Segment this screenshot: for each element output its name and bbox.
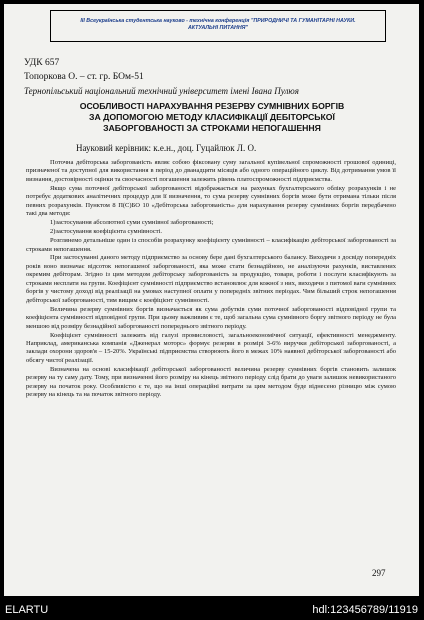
page-number: 297 — [372, 568, 386, 578]
body-paragraph: 2)застосування коефіцієнта сумнівності. — [50, 228, 163, 236]
paper-title-line: ОСОБЛИВОСТІ НАРАХУВАННЯ РЕЗЕРВУ СУМНІВНИХ БОРГІВ — [79, 101, 345, 111]
udk-code: УДК 657 — [24, 58, 60, 68]
paper-body — [26, 159, 396, 400]
document-page — [4, 4, 419, 596]
body-paragraph: При застосуванні даного методу підприємство за основу бере дані бухгалтерського балансу. Виходячи з досвіду попередніх років воно визначає відсоток непогашеної заборгованості, яка може стати безнадійною, не аналізуючи рахунків, виставлених окремим дебіторам. Згідно із цим методом дебіторську заборгованість за продукцію, товари, роботи і послуги класифікують за строками несплати на групи. Коефіцієнт сумнівності підприємство встановлює для кожної з них, виходячи з питомої ваги сумнівних боргів у чистому доході від реалізації на умовах наступної оплати у попередніх звітних періодах. Чим більший строк непогашення дебіторської заборгованості, тим вищим є коефіцієнт сумнівності. — [26, 254, 396, 304]
conference-header-line: АКТУАЛЬНІ ПИТАННЯ" — [187, 25, 249, 31]
body-paragraph: 1)застосування абсолютної суми сумнівної заборгованості; — [50, 219, 214, 227]
body-paragraph: Величина резерву сумнівних боргів визначається як сума добутків суми поточної заборгованості відповідної групи та коефіцієнта сумнівності відповідної групи. При цьому важливим є те, щоб загальна сума сумнівного боргу звітного періоду не була меншою від розміру безнадійної заборгованості попереднього звітного періоду. — [26, 305, 396, 330]
conference-header-line: III Всеукраїнська студентська науково - технічна конференція "ПРИРОДНИЧІ ТА ГУМАНІТАРНІ НАУКИ. — [80, 18, 356, 24]
paper-title-line: ЗА ДОПОМОГОЮ МЕТОДУ КЛАСИФІКАЦІЇ ДЕБІТОРСЬКОЇ — [89, 112, 335, 122]
paper-title-line: ЗАБОРГОВАНОСТІ ЗА СТРОКАМИ НЕПОГАШЕННЯ — [103, 123, 321, 133]
conference-header — [50, 10, 386, 42]
paper-title — [22, 101, 402, 134]
body-paragraph: Коефіцієнт сумнівності залежить від галузі промисловості, загальноекономічної ситуації, ефективності менеджменту. Наприклад, американська компанія «Дженерал моторс» формує резерви в розмірі 3-6% виручки дебіторської заборгованості, а заклади охорони здоров'я – 15-20%. Українські підприємства створюють його в межах 10% наявної дебіторської заборгованості або обсягу чистої реалізації. — [26, 331, 396, 364]
body-paragraph: Розглянемо детальніше один із способів розрахунку коефіцієнту сумнівності – класифікацію дебіторської заборгованості за строками непогашення. — [26, 237, 396, 253]
author-line: Топоркова О. – ст. гр. БОм-51 — [24, 72, 144, 82]
repository-name: ELARTU — [5, 604, 49, 616]
university-name: Тернопільський національний технічний університет імені Івана Пулюя — [24, 86, 299, 96]
body-paragraph: Визначена на основі класифікації дебіторської заборгованості величина резерву сумнівних боргів становить залишок резерву на ту саму дату. Тому, при визначенні його розміру на кінець звітного періоду слід брати до уваги залишок невикористаного резерву на початок року. Особливістю є те, що на інші операційні витрати за цим методом буде віднесено різницю між сумою резерву на кінець та на початок звітного періоду. — [26, 365, 396, 399]
body-paragraph: Поточна дебіторська заборгованість являє собою фіксовану суму загальної купівельної спроможності грошової одиниці, призначеної та доступної для використання в період до дванадцяти місяців або одного операційного циклу. Від дотримання умов її визнання, достовірності оцінки та своєчасності погашення залежить рівень платоспроможності підприємства. — [26, 159, 396, 183]
handle-id: hdl:123456789/11919 — [312, 604, 418, 616]
repository-footer — [0, 600, 424, 620]
scientific-advisor: Науковий керівник: к.е.н., доц. Гуцайлюк Л. О. — [76, 143, 257, 153]
body-paragraph: Якщо сума поточної дебіторської заборгованості відображається на рахунках бухгалтерського обліку розрахунків і не потребує додаткових аналітичних процедур для її визначення, то сума резерву сумнівних боргів може бути отримана тільки після певних розрахунків. Пунктом 8 П(С)БО 10 «Дебіторська заборгованість» для нарахування резерву сумнівних боргів передбачено такі два методи: — [26, 184, 396, 218]
